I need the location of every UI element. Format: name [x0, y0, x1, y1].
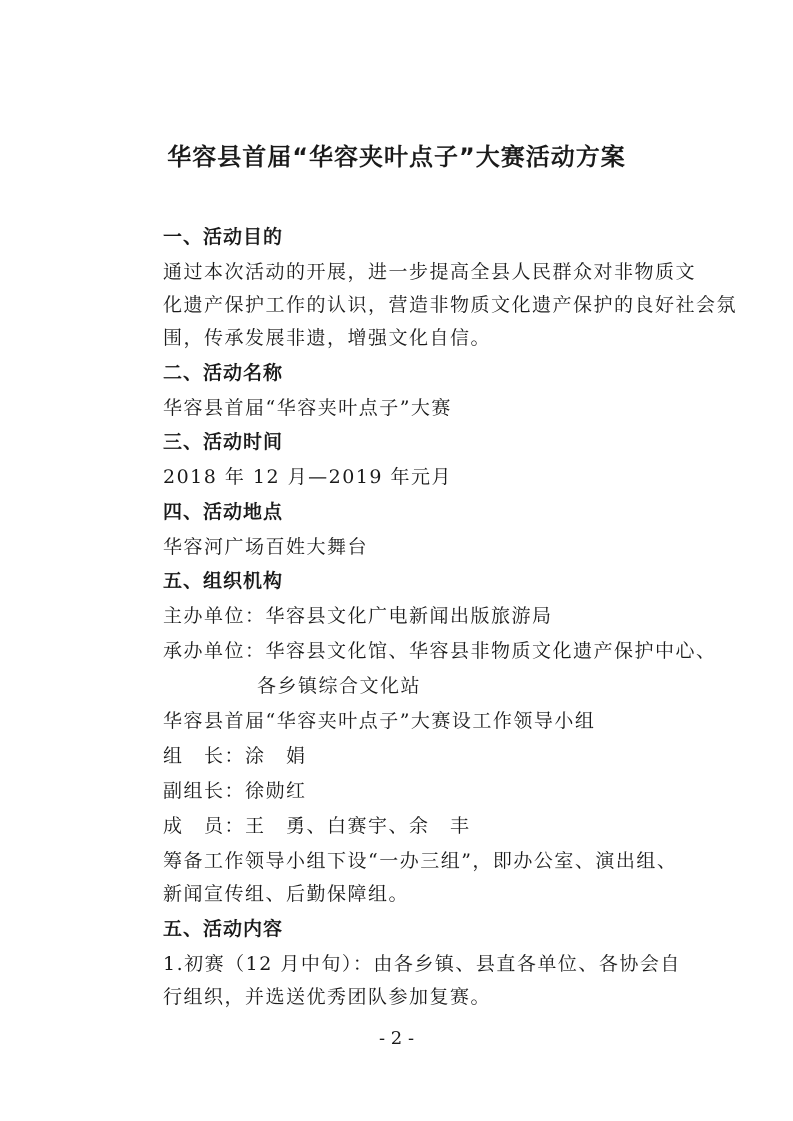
event-location-text: 华容河广场百姓大舞台 [163, 536, 369, 558]
section-heading-time: 三、活动时间 [163, 431, 284, 453]
purpose-paragraph-line-2: 化遗产保护工作的认识，营造非物质文化遗产保护的良好社会氛 [163, 294, 738, 316]
prep-group-line-2: 新闻宣传组、后勤保障组。 [163, 883, 410, 905]
organizer-unit-line-2: 各乡镇综合文化站 [257, 675, 422, 697]
leading-group-text: 华容县首届“华容夹叶点子”大赛设工作领导小组 [163, 710, 596, 732]
document-title: 华容县首届“华容夹叶点子”大赛活动方案 [167, 143, 626, 171]
page-number: - 2 - [378, 1028, 415, 1049]
section-heading-content: 五、活动内容 [163, 918, 284, 940]
deputy-leader-text: 副组长：徐勋红 [163, 780, 307, 802]
content-paragraph-line-2: 行组织，并选送优秀团队参加复赛。 [163, 986, 492, 1008]
event-name-text: 华容县首届“华容夹叶点子”大赛 [163, 397, 452, 419]
group-members-text: 成 员：王 勇、白赛宇、余 丰 [163, 815, 471, 837]
section-heading-location: 四、活动地点 [163, 501, 284, 523]
group-leader-text: 组 长：涂 娟 [163, 745, 307, 767]
host-unit-text: 主办单位：华容县文化广电新闻出版旅游局 [163, 605, 553, 627]
section-heading-name: 二、活动名称 [163, 362, 284, 384]
prep-group-line-1: 筹备工作领导小组下设“一办三组”，即办公室、演出组、 [163, 850, 678, 872]
content-paragraph-line-1: 1.初赛（12 月中旬）：由各乡镇、县直各单位、各协会自 [163, 953, 681, 975]
purpose-paragraph-line-3: 围，传承发展非遗，增强文化自信。 [163, 327, 492, 349]
section-heading-purpose: 一、活动目的 [163, 226, 284, 248]
purpose-paragraph-line-1: 通过本次活动的开展，进一步提高全县人民群众对非物质文 [163, 261, 697, 283]
event-time-text: 2018 年 12 月—2019 年元月 [163, 466, 453, 488]
section-heading-organization: 五、组织机构 [163, 570, 284, 592]
organizer-unit-line-1: 承办单位：华容县文化馆、华容县非物质文化遗产保护中心、 [163, 640, 717, 662]
